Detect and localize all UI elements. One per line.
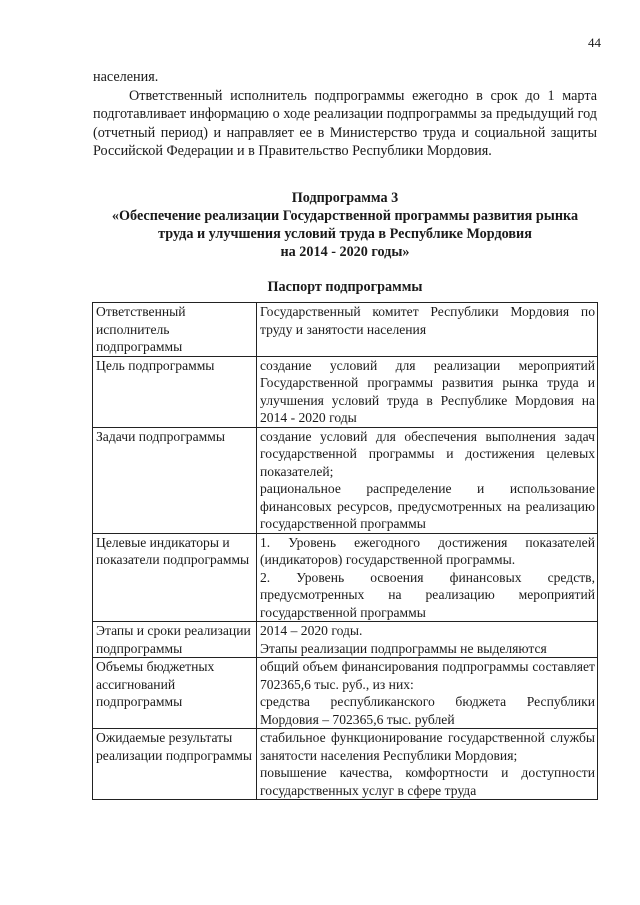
passport-title: Паспорт подпрограммы: [267, 279, 423, 295]
row-label: Целевые индикаторы и показатели подпрограммы: [93, 533, 257, 622]
table-row: [93, 427, 598, 533]
row-label: Объемы бюджетных ассигнований подпрограммы: [93, 658, 257, 729]
intro-line: населения.: [93, 69, 159, 85]
row-value: [257, 303, 598, 357]
row-value-paragraph: средства республиканского бюджета Республики Мордовия – 702365,6 тыс. рублей: [260, 694, 595, 727]
row-value-paragraph: повышение качества, комфортности и доступности государственных услуг в сфере труда: [260, 765, 595, 798]
row-label: Задачи подпрограммы: [93, 427, 257, 533]
row-value-paragraph: общий объем финансирования подпрограммы составляет 702365,6 тыс. руб., из них:: [260, 659, 595, 692]
row-value-paragraph: Этапы реализации подпрограммы не выделяются: [260, 640, 547, 656]
row-value: [257, 427, 598, 533]
row-label: Цель подпрограммы: [93, 356, 257, 427]
passport-table: [92, 302, 598, 800]
row-value: [257, 658, 598, 729]
table-row: [93, 356, 598, 427]
row-value-paragraph: создание условий для обеспечения выполнения задач государственной программы и достижения целевых показателей;: [260, 428, 595, 479]
subprogram-number: Подпрограмма 3: [291, 190, 399, 206]
table-row: [93, 303, 598, 357]
page-number: 44: [588, 35, 601, 50]
row-label: Ответственный исполнитель подпрограммы: [93, 303, 257, 357]
subprogram-heading: [93, 189, 597, 261]
subprogram-title-line-2: труда и улучшения условий труда в Республике Мордовия: [158, 226, 532, 242]
table-row: [93, 658, 598, 729]
row-value-paragraph: стабильное функционирование государственной службы занятости населения Республики Мордовия;: [260, 730, 595, 763]
row-value: [257, 729, 598, 800]
subprogram-title-line-1: «Обеспечение реализации Государственной программы развития рынка: [111, 208, 579, 224]
row-value-paragraph: рациональное распределение и использование финансовых ресурсов, предусмотренных на реализацию государственной программы: [260, 481, 595, 531]
row-value-paragraph: 2014 – 2020 годы.: [260, 623, 363, 638]
row-value-paragraph: Государственный комитет Республики Мордовия по труду и занятости населения: [260, 304, 595, 337]
subprogram-title-line-3: на 2014 - 2020 годы»: [280, 244, 410, 260]
row-value-paragraph: 2. Уровень освоения финансовых средств, предусмотренных на реализацию мероприятий государственной программы: [260, 569, 595, 620]
intro-paragraph: Ответственный исполнитель подпрограммы ежегодно в срок до 1 марта подготавливает информацию о ходе реализации подпрограммы за предыдущий год (отчетный период) и направляет ее в Министерство труда и социальной защиты Российской Федерации и в Правительство Республики Мордовия.: [93, 87, 597, 159]
row-value-paragraph: создание условий для реализации мероприятий Государственной программы развития рынка труда и улучшения условий труда в Республике Мордовия на 2014 - 2020 годы: [260, 357, 595, 425]
table-row: [93, 729, 598, 800]
table-row: [93, 533, 598, 622]
table-row: [93, 622, 598, 658]
row-label: Ожидаемые результаты реализации подпрограммы: [93, 729, 257, 800]
row-value: [257, 533, 598, 622]
row-value: [257, 622, 598, 658]
intro-text: [93, 68, 597, 161]
row-value: [257, 356, 598, 427]
row-value-paragraph: 1. Уровень ежегодного достижения показателей (индикаторов) государственной программы.: [260, 534, 595, 567]
row-label: Этапы и сроки реализации подпрограммы: [93, 622, 257, 658]
